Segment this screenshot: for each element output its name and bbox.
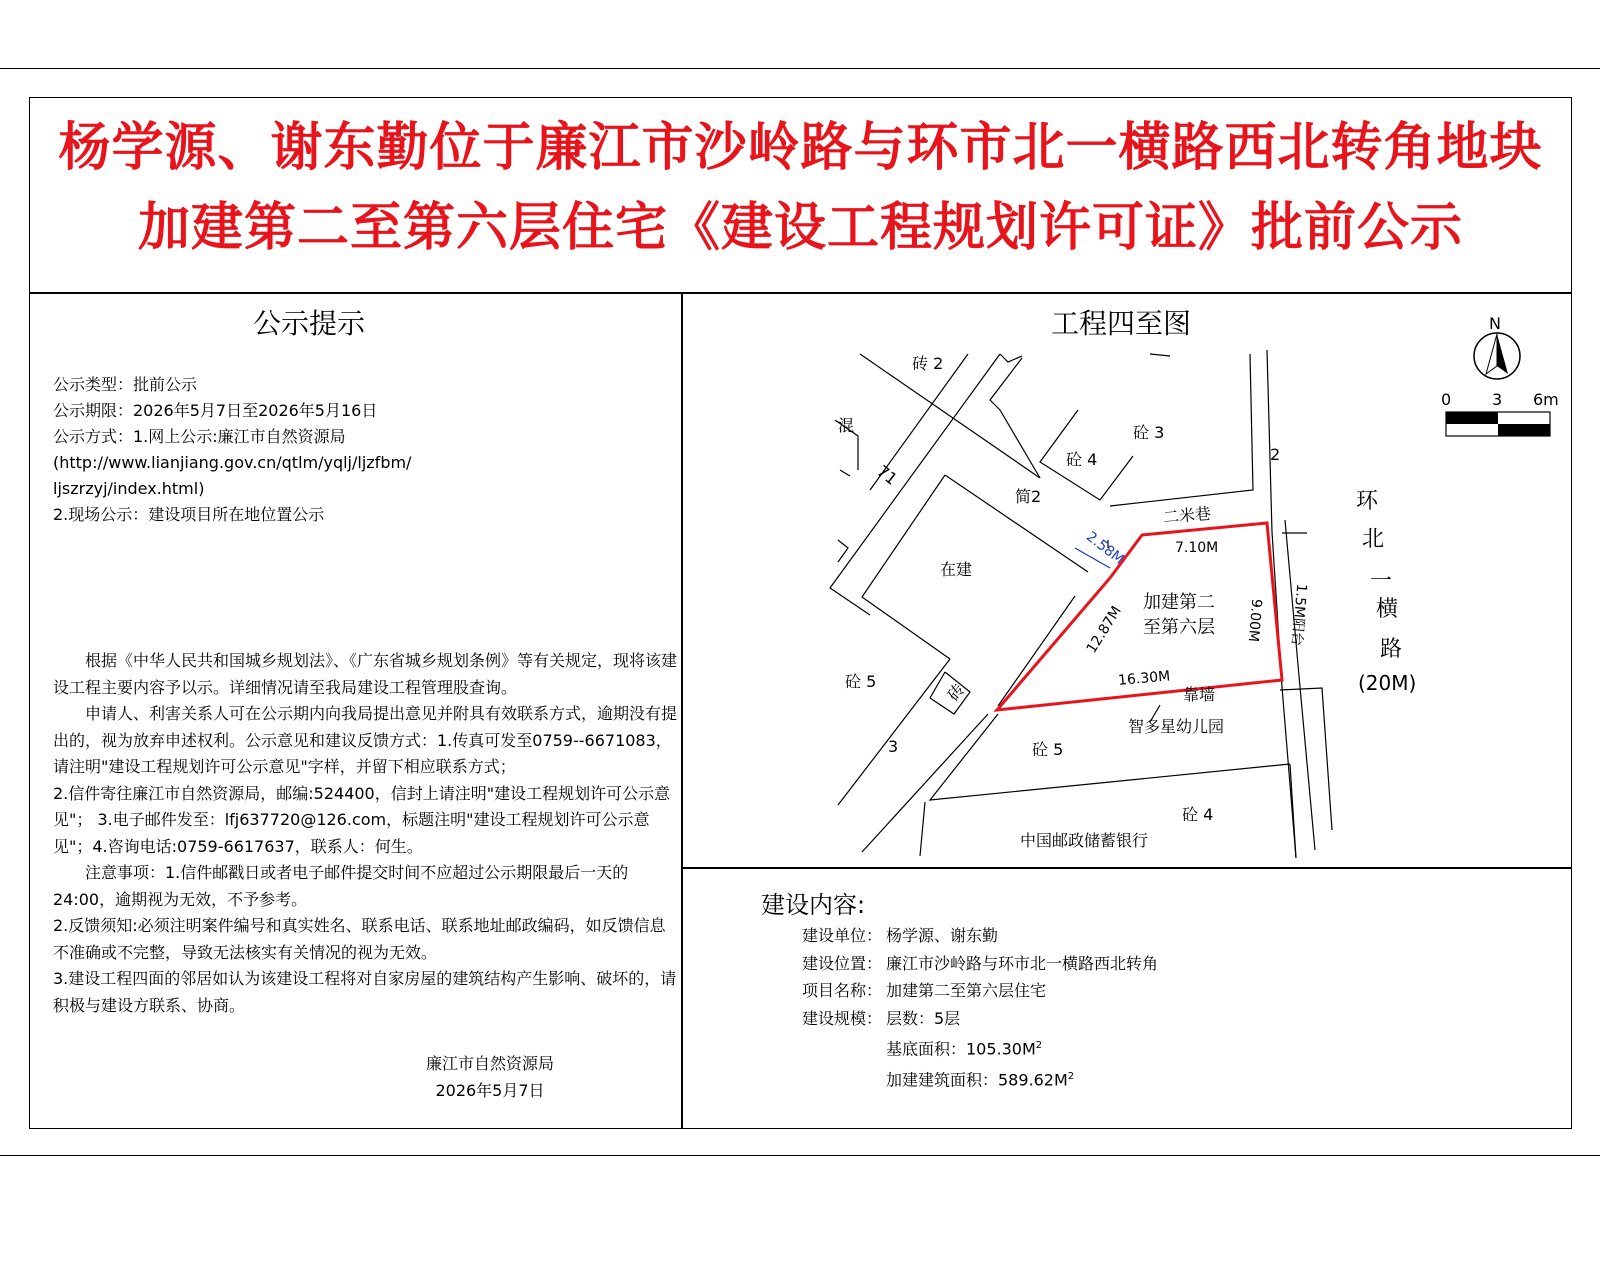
label-2: 2: [1270, 445, 1281, 464]
scale-6m: 6m: [1533, 390, 1559, 409]
content-value: 加建第二至第六层住宅: [886, 981, 1047, 1000]
content-key: 建设位置：: [802, 953, 883, 973]
label-zhuan2: 砖 2: [912, 354, 944, 373]
title-line-2: 加建第二至第六层住宅《建设工程规划许可证》批前公示: [137, 197, 1463, 258]
road-char-1: 环: [1356, 489, 1379, 514]
road-char-3: 一: [1370, 569, 1393, 594]
label-jian2: 简2: [1015, 487, 1042, 506]
label-tong4a: 砼 4: [1066, 450, 1098, 469]
label-kaoqiang: 靠墙: [1183, 685, 1216, 704]
content-row-scale: [802, 1005, 1158, 1033]
content-row-added-area: [802, 1063, 1158, 1094]
label-9-00m: 9.00M: [1244, 598, 1265, 643]
notice-type: 公示类型：批前公示: [53, 375, 198, 394]
notice-para-3: 2.信件寄往廉江市自然资源局，邮编:524400，信封上请注明"建设工程规划许可公示意见"； 3.电子邮件发至：lfj637720@126.com，标题注明"建设工程规划许可公示意见"；4.咨询电话:0759-6617637，联系人：何生。: [53, 783, 671, 856]
road-char-5: 路: [1380, 637, 1403, 662]
label-hun: 混: [838, 416, 855, 435]
label-16-30m: 16.30M: [1117, 668, 1171, 689]
content-row-unit: [802, 922, 1158, 950]
notice-para-1: 根据《中华人民共和国城乡规划法》、《广东省城乡规划条例》等有关规定，现将该建设工程主要内容予以示。详细情况请至我局建设工程管理股查询。: [53, 651, 678, 697]
content-key: 项目名称：: [802, 981, 883, 1000]
label-yangtai: 1.5M阳台: [1287, 583, 1310, 647]
label-building-1: 加建第二: [1143, 592, 1215, 613]
road-char-2: 北: [1362, 527, 1385, 552]
base-area-unit-sup: 2: [1035, 1040, 1043, 1051]
content-key: 建设规模：: [802, 1008, 883, 1028]
label-bank: 中国邮政储蓄银行: [1020, 831, 1149, 850]
notice-method: 公示方式：1.网上公示:廉江市自然资源局: [53, 427, 346, 446]
content-value: 层数：5层: [886, 1008, 961, 1028]
notice-para-5: 2.反馈须知:必须注明案件编号和真实姓名、联系电话、联系地址邮政编码，如反馈信息不准确或不完整，导致无法核实有关情况的视为无效。: [53, 916, 666, 962]
content-value: 廉江市沙岭路与环市北一横路西北转角: [886, 953, 1159, 973]
label-tong4b: 砼 4: [1182, 805, 1214, 824]
issue-date: 2026年5月7日: [435, 1081, 545, 1100]
label-tong5a: 砼 5: [845, 672, 877, 691]
content-row-location: [802, 950, 1158, 978]
scale-bar: [1441, 390, 1559, 436]
label-erxiang: 二米巷: [1162, 503, 1212, 527]
added-area-value: 加建建筑面积：589.62M: [886, 1070, 1068, 1090]
title-line-1: 杨学源、谢东勤位于廉江市沙岭路与环市北一横路西北转角地块: [58, 117, 1543, 178]
content-row-project: [802, 977, 1158, 1005]
content-table: [802, 922, 1158, 1094]
scale-3: 3: [1492, 390, 1503, 409]
issuing-org: 廉江市自然资源局: [425, 1054, 554, 1073]
label-kindergarten: 智多星幼儿园: [1128, 717, 1225, 736]
base-area: [886, 1032, 1042, 1063]
notice-para-6: 3.建设工程四面的邻居如认为该建设工程将对自家房屋的建筑结构产生影响、破坏的，请积极与建设方联系、协商。: [53, 969, 677, 1015]
notice-url-2: ljszrzyj/index.html): [53, 479, 205, 498]
content-row-base-area: [802, 1032, 1158, 1063]
content-value: 杨学源、谢东勤: [886, 926, 999, 945]
label-zaijian: 在建: [940, 560, 973, 579]
label-tong3: 砼 3: [1133, 423, 1165, 442]
notice-onsite: 2.现场公示：建设项目所在地位置公示: [53, 505, 325, 524]
label-zhuan: 砖: [943, 680, 969, 705]
map-heading: 工程四至图: [1051, 307, 1192, 340]
north-label: N: [1489, 314, 1501, 333]
content-heading: 建设内容:: [761, 891, 866, 919]
scale-0: 0: [1441, 390, 1452, 409]
label-tong5b: 砼 5: [1032, 740, 1064, 759]
base-area-value: 基底面积：105.30M: [886, 1039, 1036, 1059]
label-building-2: 至第六层: [1143, 617, 1215, 638]
map-labels: [838, 354, 1416, 850]
north-arrow-icon: [1474, 314, 1520, 379]
notice-heading: 公示提示: [253, 307, 366, 340]
road-width: (20M): [1358, 671, 1417, 695]
notice-para-4: 注意事项：1.信件邮戳日或者电子邮件提交时间不应超过公示期限最后一天的24:00，逾期视为无效，不予参考。: [53, 863, 629, 909]
notice-para-2: 申请人、利害关系人可在公示期内向我局提出意见并附具有效联系方式，逾期没有提出的，视为放弃申述权利。公示意见和建议反馈方式：1.传真可发至0759--6671083，请注明"建设工程规划许可公示意见"字样，并留下相应联系方式；: [53, 704, 678, 776]
notice-url-1: (http://www.lianjiang.gov.cn/qtlm/yqlj/ljzfbm/: [53, 453, 412, 472]
content-key: 建设单位：: [802, 926, 883, 945]
label-3: 3: [888, 737, 899, 756]
label-2-58m: 2.58M: [1083, 528, 1127, 568]
label-71: 71: [873, 461, 901, 489]
notice-period: 公示期限：2026年5月7日至2026年5月16日: [53, 401, 378, 420]
label-12-87m: 12.87M: [1083, 603, 1125, 657]
added-area-unit-sup: 2: [1067, 1070, 1075, 1082]
road-char-4: 横: [1376, 597, 1399, 622]
label-7-10m: 7.10M: [1175, 540, 1219, 556]
added-area: [886, 1063, 1074, 1094]
